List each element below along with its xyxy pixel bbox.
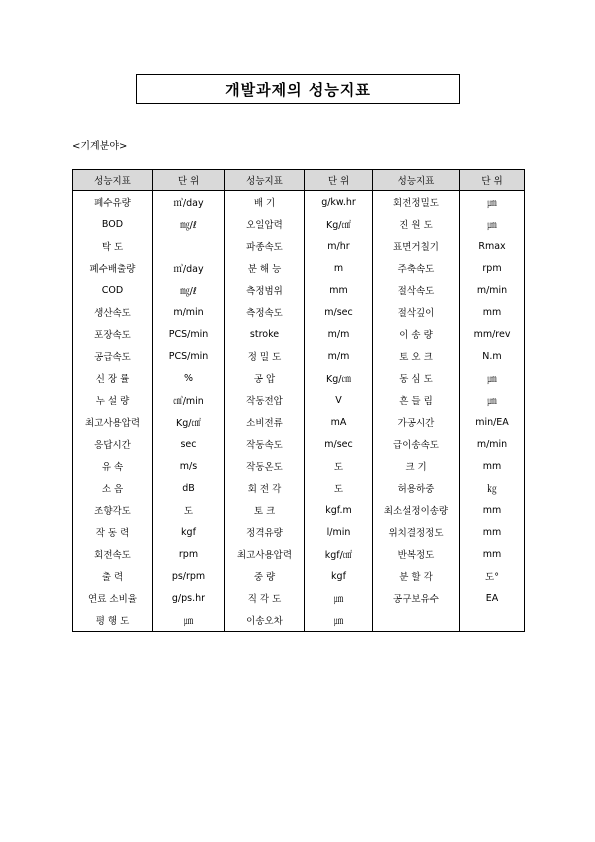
cell-indicator: 가공시간 xyxy=(373,411,460,433)
cell-indicator: 회전속도 xyxy=(73,543,153,565)
performance-table xyxy=(72,169,525,632)
cell-unit: mm/rev xyxy=(460,323,525,345)
section-label: <기계분야> xyxy=(72,141,128,152)
cell-unit: ㎛ xyxy=(305,609,373,632)
cell-indicator: 작 동 력 xyxy=(73,521,153,543)
cell-indicator: 공 압 xyxy=(225,367,305,389)
table-row xyxy=(73,235,525,257)
table-row xyxy=(73,587,525,609)
cell-indicator: 이송오차 xyxy=(225,609,305,632)
cell-unit: m/min xyxy=(460,279,525,301)
cell-unit: ㎛ xyxy=(460,367,525,389)
cell-unit: 도° xyxy=(460,565,525,587)
cell-unit: V xyxy=(305,389,373,411)
cell-indicator: 폐수유량 xyxy=(73,191,153,214)
cell-indicator: 조향각도 xyxy=(73,499,153,521)
cell-unit: g/kw.hr xyxy=(305,191,373,214)
header-indicator-3: 성능지표 xyxy=(373,170,460,191)
cell-indicator: 토 크 xyxy=(225,499,305,521)
table-row xyxy=(73,455,525,477)
cell-unit: PCS/min xyxy=(153,323,225,345)
cell-unit: m/s xyxy=(153,455,225,477)
cell-indicator: 크 기 xyxy=(373,455,460,477)
cell-unit: ㎤/min xyxy=(153,389,225,411)
table-row xyxy=(73,499,525,521)
cell-unit: min/EA xyxy=(460,411,525,433)
table-row xyxy=(73,191,525,214)
cell-unit: m/min xyxy=(153,301,225,323)
cell-indicator: 흔 들 림 xyxy=(373,389,460,411)
cell-unit: rpm xyxy=(153,543,225,565)
cell-unit: kgf xyxy=(153,521,225,543)
cell-unit: N.m xyxy=(460,345,525,367)
cell-indicator: 절삭깊이 xyxy=(373,301,460,323)
cell-unit: EA xyxy=(460,587,525,609)
table-header-row xyxy=(73,170,525,191)
cell-indicator xyxy=(373,609,460,632)
table-row xyxy=(73,345,525,367)
table-row xyxy=(73,433,525,455)
cell-indicator: COD xyxy=(73,279,153,301)
cell-indicator: 폐수배출량 xyxy=(73,257,153,279)
cell-indicator: 직 각 도 xyxy=(225,587,305,609)
header-unit-3: 단 위 xyxy=(460,170,525,191)
cell-indicator: 신 장 률 xyxy=(73,367,153,389)
cell-unit: ps/rpm xyxy=(153,565,225,587)
header-indicator-1: 성능지표 xyxy=(73,170,153,191)
cell-unit: ㎥/day xyxy=(153,191,225,214)
cell-unit: 도 xyxy=(305,455,373,477)
cell-indicator: 누 설 량 xyxy=(73,389,153,411)
title-box xyxy=(136,74,460,104)
cell-indicator: 소비전류 xyxy=(225,411,305,433)
cell-indicator: 진 원 도 xyxy=(373,213,460,235)
cell-indicator: 평 행 도 xyxy=(73,609,153,632)
cell-indicator: 생산속도 xyxy=(73,301,153,323)
header-indicator-2: 성능지표 xyxy=(225,170,305,191)
table-row xyxy=(73,323,525,345)
cell-indicator: 표면거칠기 xyxy=(373,235,460,257)
cell-unit: 도 xyxy=(153,499,225,521)
cell-indicator: 출 력 xyxy=(73,565,153,587)
cell-indicator: 토 오 크 xyxy=(373,345,460,367)
cell-unit: m/m xyxy=(305,345,373,367)
cell-indicator: 배 기 xyxy=(225,191,305,214)
cell-unit: mm xyxy=(460,455,525,477)
cell-indicator: 주축속도 xyxy=(373,257,460,279)
cell-indicator: 최소설정이송량 xyxy=(373,499,460,521)
cell-unit: g/ps.hr xyxy=(153,587,225,609)
cell-indicator: 중 량 xyxy=(225,565,305,587)
cell-unit: sec xyxy=(153,433,225,455)
table-row xyxy=(73,609,525,632)
cell-unit: ㎏ xyxy=(460,477,525,499)
cell-unit: rpm xyxy=(460,257,525,279)
table-row xyxy=(73,389,525,411)
cell-unit: Kg/㎠ xyxy=(305,213,373,235)
cell-unit: mA xyxy=(305,411,373,433)
cell-indicator: 허용하중 xyxy=(373,477,460,499)
cell-indicator: 파종속도 xyxy=(225,235,305,257)
cell-unit: mm xyxy=(460,499,525,521)
cell-indicator: 측정속도 xyxy=(225,301,305,323)
header-unit-2: 단 위 xyxy=(305,170,373,191)
cell-unit: ㎛ xyxy=(153,609,225,632)
cell-indicator: 오일압력 xyxy=(225,213,305,235)
cell-indicator: 공급속도 xyxy=(73,345,153,367)
table-row xyxy=(73,213,525,235)
cell-unit: mm xyxy=(460,301,525,323)
cell-indicator: BOD xyxy=(73,213,153,235)
cell-unit: kgf.m xyxy=(305,499,373,521)
table-row xyxy=(73,565,525,587)
table-body xyxy=(73,191,525,632)
table-row xyxy=(73,477,525,499)
cell-unit: ㎛ xyxy=(460,191,525,214)
cell-unit: ㎛ xyxy=(305,587,373,609)
cell-unit: m/hr xyxy=(305,235,373,257)
cell-unit: ㎛ xyxy=(460,389,525,411)
cell-unit: PCS/min xyxy=(153,345,225,367)
cell-indicator: 측정범위 xyxy=(225,279,305,301)
cell-indicator: 포장속도 xyxy=(73,323,153,345)
cell-indicator: stroke xyxy=(225,323,305,345)
cell-unit: ㎎/ℓ xyxy=(153,279,225,301)
cell-indicator: 회 전 각 xyxy=(225,477,305,499)
cell-indicator: 응답시간 xyxy=(73,433,153,455)
header-unit-1: 단 위 xyxy=(153,170,225,191)
cell-unit: l/min xyxy=(305,521,373,543)
cell-unit: m/sec xyxy=(305,301,373,323)
cell-indicator: 위치결정정도 xyxy=(373,521,460,543)
cell-unit: dB xyxy=(153,477,225,499)
cell-indicator: 반복정도 xyxy=(373,543,460,565)
cell-indicator: 최고사용압력 xyxy=(225,543,305,565)
cell-indicator: 회전정밀도 xyxy=(373,191,460,214)
cell-unit: Kg/㎠ xyxy=(153,411,225,433)
cell-indicator: 소 음 xyxy=(73,477,153,499)
cell-indicator: 동 심 도 xyxy=(373,367,460,389)
cell-unit: 도 xyxy=(305,477,373,499)
cell-unit: kgf xyxy=(305,565,373,587)
table-row xyxy=(73,543,525,565)
cell-unit: ㎎/ℓ xyxy=(153,213,225,235)
cell-unit: kgf/㎠ xyxy=(305,543,373,565)
cell-indicator: 작동전압 xyxy=(225,389,305,411)
cell-indicator: 이 송 량 xyxy=(373,323,460,345)
cell-unit: m xyxy=(305,257,373,279)
cell-indicator: 작동속도 xyxy=(225,433,305,455)
table-row xyxy=(73,521,525,543)
table-row xyxy=(73,411,525,433)
cell-unit: m/sec xyxy=(305,433,373,455)
cell-unit: Rmax xyxy=(460,235,525,257)
cell-unit xyxy=(460,609,525,632)
cell-indicator: 정격유량 xyxy=(225,521,305,543)
cell-indicator: 작동온도 xyxy=(225,455,305,477)
cell-indicator: 유 속 xyxy=(73,455,153,477)
cell-unit: m/m xyxy=(305,323,373,345)
cell-unit: ㎥/day xyxy=(153,257,225,279)
document-title: 개발과제의 성능지표 xyxy=(225,80,371,99)
cell-indicator: 공구보유수 xyxy=(373,587,460,609)
cell-unit: mm xyxy=(305,279,373,301)
cell-unit: mm xyxy=(460,543,525,565)
cell-indicator: 분 할 각 xyxy=(373,565,460,587)
cell-indicator: 탁 도 xyxy=(73,235,153,257)
cell-indicator: 정 밀 도 xyxy=(225,345,305,367)
cell-unit: ㎛ xyxy=(460,213,525,235)
cell-indicator: 절삭속도 xyxy=(373,279,460,301)
table-row xyxy=(73,257,525,279)
cell-indicator: 급이송속도 xyxy=(373,433,460,455)
cell-indicator: 분 해 능 xyxy=(225,257,305,279)
cell-indicator: 연료 소비율 xyxy=(73,587,153,609)
cell-unit: m/min xyxy=(460,433,525,455)
table-row xyxy=(73,367,525,389)
table-row xyxy=(73,301,525,323)
cell-unit xyxy=(153,235,225,257)
cell-indicator: 최고사용압력 xyxy=(73,411,153,433)
table-row xyxy=(73,279,525,301)
cell-unit: % xyxy=(153,367,225,389)
cell-unit: Kg/㎝ xyxy=(305,367,373,389)
cell-unit: mm xyxy=(460,521,525,543)
